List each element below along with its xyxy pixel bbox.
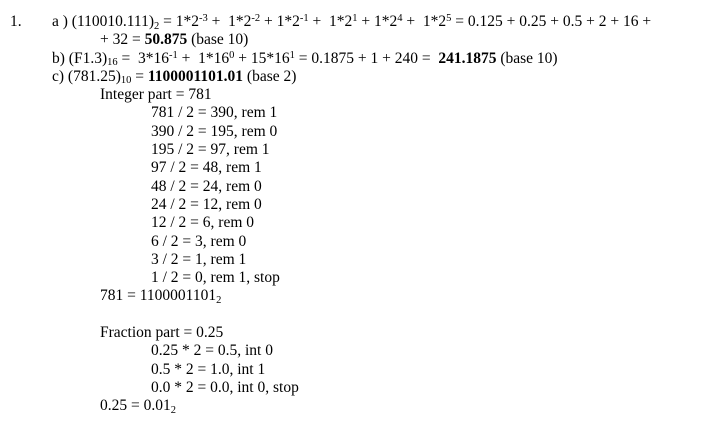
document-body [0,13,717,416]
text-segment: + 1*2 [260,13,300,30]
text-segment: (base 10) [187,31,249,49]
text-segment: 1100001101.01 [147,67,244,85]
text-line [0,31,717,49]
text-line [0,269,717,287]
text-line [0,50,717,68]
text-line [0,178,717,196]
text-line [0,13,717,31]
text-segment: 97 / 2 = 48, rem 1 [151,159,262,177]
text-segment: = 3*16 [117,49,169,67]
text-segment: 2 [170,404,176,416]
text-line [0,86,717,104]
text-line [0,159,717,177]
text-segment: = [131,67,148,85]
text-segment: 195 / 2 = 97, rem 1 [151,141,270,159]
text-line [0,251,717,269]
text-segment: 1 [352,13,358,24]
text-segment: + 15*16 [234,49,290,67]
text-line [0,196,717,214]
text-segment: + 1*16 [177,49,230,67]
text-segment: 0.0 * 2 = 0.0, int 0, stop [151,378,299,396]
text-segment: a ) (110010.111) [52,13,155,30]
text-segment: -1 [299,13,309,24]
text-segment: 12 / 2 = 6, rem 0 [151,214,255,232]
text-line [0,306,717,324]
text-segment: Fraction part = 0.25 [100,324,224,342]
text-segment: = 1*2 [159,13,200,30]
text-segment: 390 / 2 = 195, rem 0 [151,122,278,140]
text-line [0,233,717,251]
text-segment: 6 / 2 = 3, rem 0 [151,232,247,250]
text-segment: + 1*2 [207,13,252,30]
text-segment: b) (F1.3) [52,49,108,67]
text-line [0,397,717,415]
text-line [0,379,717,397]
text-segment: c) (781.25) [52,67,121,85]
text-segment: (base 10) [496,49,558,67]
text-segment: 1 [289,49,295,61]
text-segment: -1 [168,49,178,61]
text-segment: 0 [229,49,235,61]
text-line [0,287,717,305]
text-segment: 2 [216,294,222,306]
text-line [0,361,717,379]
text-segment: -3 [199,13,208,24]
text-segment: 50.875 [144,31,188,49]
text-line [0,123,717,141]
text-segment: + 32 = [100,31,145,49]
text-segment: 0.5 * 2 = 1.0, int 1 [151,360,266,378]
text-segment: 5 [446,13,452,24]
text-segment: + 1*2 [357,13,398,30]
text-segment: 24 / 2 = 12, rem 0 [151,195,262,213]
text-segment: 0.25 * 2 = 0.5, int 0 [151,342,273,360]
text-segment: (base 2) [243,67,297,85]
text-segment: 0.25 = 0.01 [100,397,171,415]
text-segment: 3 / 2 = 1, rem 1 [151,250,247,268]
text-segment: 781 / 2 = 390, rem 1 [151,104,278,122]
text-segment: 48 / 2 = 24, rem 0 [151,177,262,195]
text-segment: = 0.1875 + 1 + 240 = [294,49,439,67]
text-line [0,68,717,86]
text-segment: 16 [107,57,118,69]
text-segment: Integer part = 781 [100,86,212,104]
text-line [0,214,717,232]
text-line [0,104,717,122]
text-segment: 2 [154,20,160,32]
text-segment: 4 [397,13,403,24]
text-segment: 781 = 1100001101 [100,287,217,305]
text-segment: = 0.125 + 0.25 + 0.5 + 2 + 16 + [451,13,652,30]
list-item-number: 1. [10,13,22,30]
text-segment: + 1*2 [402,13,447,30]
text-line [0,342,717,360]
text-segment: 1 / 2 = 0, rem 1, stop [151,269,280,287]
text-line [0,141,717,159]
text-segment: 241.1875 [438,49,497,67]
text-segment: -2 [251,13,261,24]
text-segment: + 1*2 [308,13,353,30]
text-line [0,324,717,342]
text-segment: 10 [120,75,132,87]
